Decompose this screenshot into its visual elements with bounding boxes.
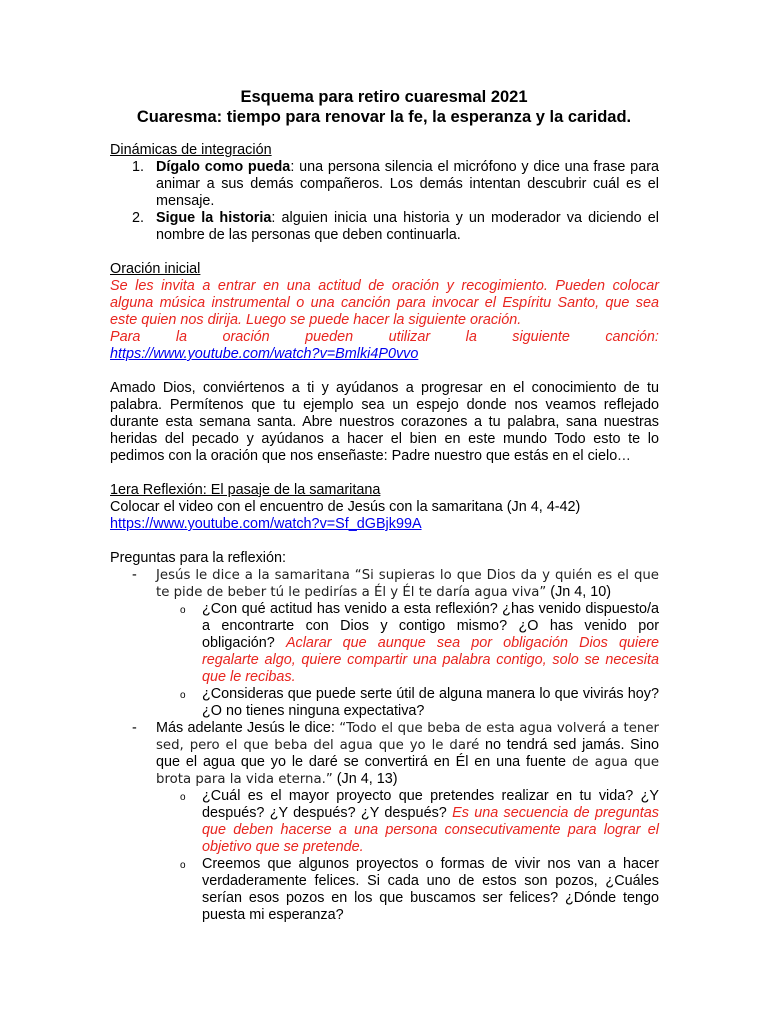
- item-text: : alguien inicia una historia y un moderador va diciendo el nombre de las personas que deben continuarla.: [156, 210, 660, 243]
- oracion-song-link[interactable]: https://www.youtube.com/watch?v=Bmlki4P0vvo: [110, 346, 419, 362]
- song-word: pueden: [305, 329, 354, 345]
- item-bold-title: Sigue la historia: [156, 210, 272, 226]
- list-item: [110, 720, 659, 924]
- sub-question-list: [156, 601, 659, 720]
- title-line-2: Cuaresma: tiempo para renovar la fe, la esperanza y la caridad.: [136, 108, 632, 126]
- bible-quote: Jesús le dice a la samaritana “Si supieras lo que Dios da y quién es el que te pide de beber tú le pedirías a Él y Él te daría agua viva”: [156, 568, 659, 600]
- dash-marker: -: [132, 720, 137, 736]
- bible-reference: (Jn 4, 13): [332, 771, 398, 787]
- list-item: [156, 788, 659, 856]
- preguntas-list: [110, 567, 659, 924]
- song-word: la: [465, 329, 477, 345]
- bible-quote: “Todo el que beba de esta agua volverá a tener sed, pero el que beba del agua que yo le daré: [156, 721, 659, 753]
- question-note: Aclarar que aunque sea por obligación Dios quiere regalarte algo, quiere compartir una palabra contigo, solo se necesita que le recibas.: [202, 635, 659, 685]
- prayer-ellipsis: …: [617, 449, 631, 464]
- list-item: [156, 856, 659, 924]
- question-text: ¿Con qué actitud has venido a esta reflexión? ¿has venido dispuesto/a a encontrarte con Dios y contigo mismo? ¿O has venido por obligación?: [202, 601, 659, 651]
- quote-plain: no tendrá sed jamás. Sino que el agua que yo le daré se convertirá en Él en una fuente: [156, 737, 659, 770]
- list-number: 1.: [132, 159, 145, 175]
- song-word: canción:: [605, 329, 659, 345]
- list-item: [156, 601, 659, 686]
- oracion-song-line: [110, 329, 659, 346]
- dash-marker: -: [132, 567, 137, 583]
- reflexion-instruction: Colocar el video con el encuentro de Jesús con la samaritana (Jn 4, 4-42): [110, 499, 581, 515]
- title-line-1: Esquema para retiro cuaresmal 2021: [240, 88, 528, 106]
- list-item: [156, 686, 659, 720]
- circle-marker: o: [180, 605, 186, 616]
- reflexion-video-link[interactable]: https://www.youtube.com/watch?v=Sf_dGBjk99A: [110, 516, 422, 532]
- circle-marker: o: [180, 860, 186, 871]
- question-note: Es una secuencia de preguntas que deben hacerse a una persona consecutivamente para lograr el objetivo que se pretende.: [202, 805, 659, 855]
- section-heading-dinamicas: Dinámicas de integración: [110, 142, 272, 158]
- song-word: la: [175, 329, 188, 345]
- song-word: oración: [222, 329, 270, 345]
- circle-marker: o: [180, 792, 186, 803]
- question-text: Creemos que algunos proyectos o formas de vivir nos van a hacer verdaderamente felices. Si cada uno de estos son pozos, ¿Cuáles serían esos pozos en los que buscamos ser felices? ¿Dónde tengo puesta mi esperanza?: [202, 856, 659, 923]
- bible-quote-end: de agua que brota para la vida eterna.”: [156, 755, 660, 787]
- sub-question-list: [156, 788, 659, 924]
- section-heading-oracion: Oración inicial: [110, 261, 201, 277]
- question-text: ¿Consideras que puede serte útil de alguna manera lo que vivirás hoy? ¿O no tienes ninguna expectativa?: [202, 686, 659, 719]
- oracion-prayer: [110, 380, 659, 465]
- item-bold-title: Dígalo como pueda: [156, 159, 291, 175]
- oracion-instructions: Se les invita a entrar en una actitud de oración y recogimiento. Pueden colocar alguna música instrumental o una canción para invocar el Espíritu Santo, que sea este quien nos dirija. Luego se puede hacer la siguiente oración.: [110, 278, 659, 328]
- dinamicas-list: [110, 159, 659, 244]
- preguntas-heading: Preguntas para la reflexión:: [110, 550, 286, 566]
- section-heading-reflexion: 1era Reflexión: El pasaje de la samaritana: [110, 482, 381, 498]
- quote-lead: Más adelante Jesús le dice:: [156, 720, 340, 736]
- list-item: [110, 567, 659, 720]
- item-text: : una persona silencia el micrófono y dice una frase para animar a sus demás compañeros. Los demás intentan descubrir cuál es el mensaje.: [156, 159, 659, 209]
- prayer-text: Amado Dios, conviértenos a ti y ayúdanos a progresar en el conocimiento de tu palabra. Permítenos que tu ejemplo sea un espejo donde nos veamos reflejado durante esta semana santa. Abre nuestros corazones a tu palabra, sana nuestras heridas del pecado y ayúdanos a hacer el bien en este mundo Todo esto te lo pedimos con la oración que nos enseñaste: Padre nuestro que estás en el cielo: [110, 380, 659, 464]
- song-word: siguiente: [512, 329, 570, 345]
- document-body: [110, 142, 659, 924]
- list-item: [110, 159, 659, 210]
- document-title: [0, 87, 768, 127]
- song-word: Para: [110, 329, 141, 345]
- song-word: utilizar: [388, 329, 431, 345]
- list-number: 2.: [132, 210, 145, 226]
- question-text: ¿Cuál es el mayor proyecto que pretendes realizar en tu vida? ¿Y después? ¿Y después? ¿Y después?: [202, 788, 659, 821]
- list-item: [110, 210, 659, 244]
- circle-marker: o: [180, 690, 186, 701]
- bible-reference: (Jn 4, 10): [546, 584, 612, 600]
